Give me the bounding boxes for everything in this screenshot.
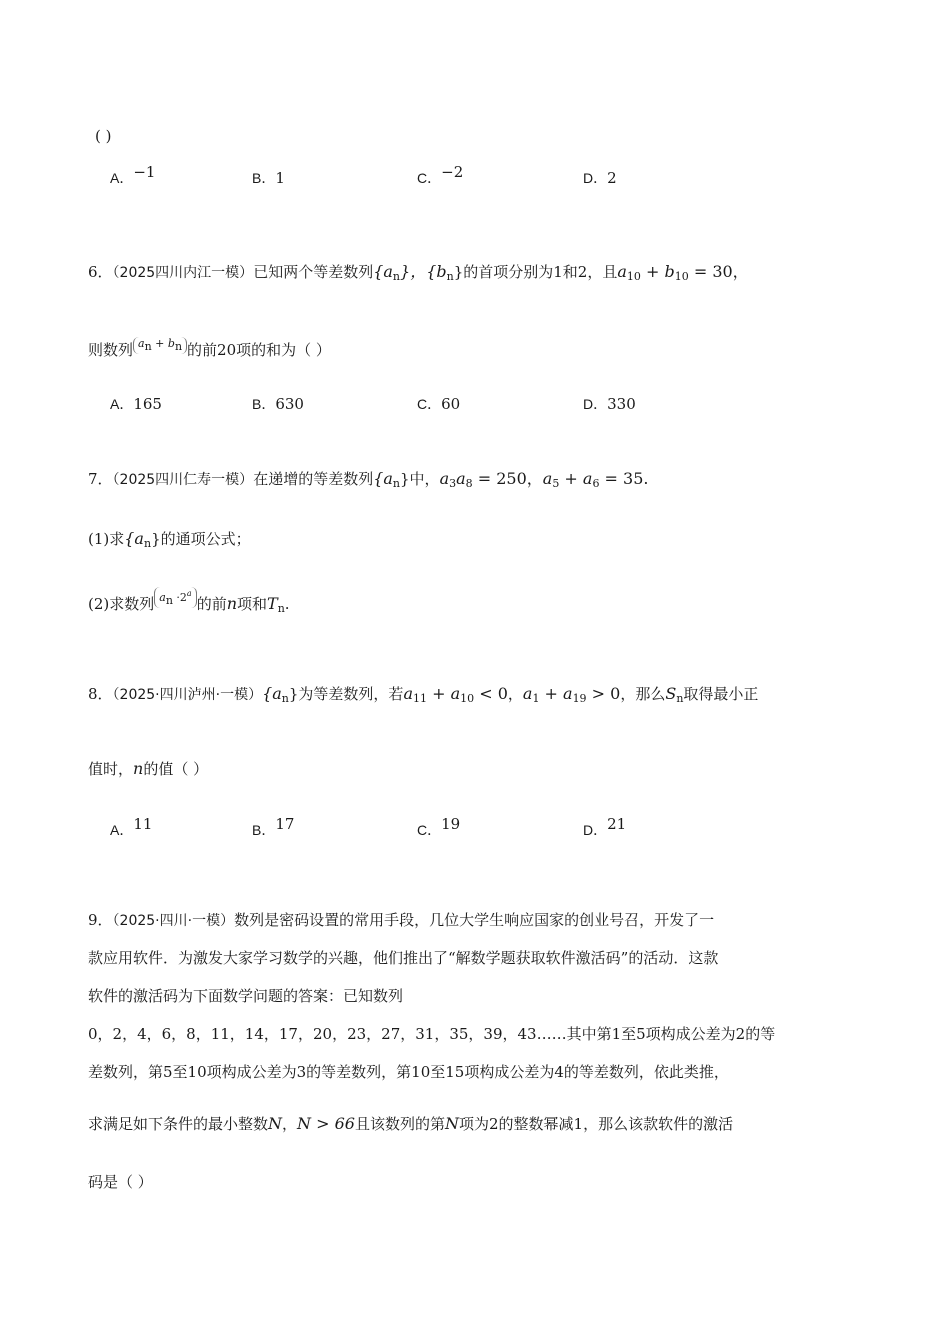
question-number: 6． <box>88 263 113 281</box>
q7-stem <box>88 469 648 494</box>
question-source: （2025·四川泸州·一模） <box>112 687 263 703</box>
stem-text: }中， <box>400 470 440 488</box>
stem-text: 值时， <box>88 760 134 778</box>
stem-text: 的前20项的和为（ ） <box>187 341 331 359</box>
option-label: C． <box>417 170 442 186</box>
stem-text: 在递增的等差数列 <box>253 470 374 488</box>
q9-stem-line1 <box>88 910 714 931</box>
option-label: B． <box>252 822 276 838</box>
q7-part2: (2)求数列 $a_n \cdot 2^a$的前n项和$T_n$. <box>88 589 290 615</box>
q6-stem-line2 <box>88 337 331 362</box>
math-S: $S_n$ <box>665 684 684 705</box>
option-value: 330 <box>607 395 636 413</box>
q8-option-d <box>583 815 627 840</box>
q7-part1 <box>88 529 251 554</box>
option-label: A． <box>110 170 134 186</box>
option-label: C． <box>417 822 442 838</box>
option-value: 21 <box>607 815 627 833</box>
q8-option-b <box>252 815 295 840</box>
q8-stem-line1: 8．（2025·四川泸州·一模）$\{a_n\}$为等差数列，若$a_{11} + a_{10} < 0$，$a_1 + a_{19} > 0$，那么$S_n$取得最小正 <box>88 684 759 705</box>
q5-option-b <box>252 168 285 188</box>
math-T: $T_n$ <box>267 594 285 615</box>
stem-text: (2)求数列 <box>88 595 155 613</box>
math-n: n <box>226 594 238 613</box>
q5-option-a <box>110 163 156 188</box>
q9-stem-line5: 差数列，第5至10项构成公差为3的等差数列，第10至15项构成公差为4的等差数列，依此类推， <box>88 1063 729 1081</box>
q5-options <box>110 163 830 190</box>
stem-text: 求满足如下条件的最小整数 <box>88 1115 269 1133</box>
option-label: D． <box>583 170 608 186</box>
question-source: （2025·四川·一模） <box>112 913 235 929</box>
q9-stem-line6: 求满足如下条件的最小整数N，N > 66且该数列的第N项为2的整数幂减1，那么该款软件的激活 <box>88 1114 734 1133</box>
option-label: D． <box>583 822 608 838</box>
q6-option-a <box>110 394 162 414</box>
math-condition-1: $a_3a_8 = 250$， <box>439 469 543 490</box>
q8-options <box>110 815 830 842</box>
math-seq-a: $\{a_n\}$，{$b_n$ <box>373 262 454 283</box>
stem-text: }的首项分别为1和2，且 <box>453 263 618 281</box>
stem-text: 项为2的整数幂减1，那么该款软件的激活 <box>458 1115 734 1133</box>
q5-option-c <box>417 163 464 188</box>
stem-text: 项和 <box>237 595 268 613</box>
math-seq: {$a_n$ <box>124 529 152 550</box>
q8-stem-line2 <box>88 759 208 779</box>
option-label: B． <box>252 170 276 186</box>
q5-paren: ( ) <box>95 127 112 145</box>
stem-text: 的值（ ） <box>143 760 209 778</box>
q6-option-d <box>583 394 636 414</box>
stem-text: 的前 <box>196 595 227 613</box>
stem-text: 已知两个等差数列 <box>253 263 374 281</box>
stem-text: 取得最小正 <box>683 685 759 703</box>
question-source: （2025四川仁寿一模） <box>112 472 254 488</box>
option-value: 165 <box>133 395 162 413</box>
q9-stem-line2: 款应用软件．为激发大家学习数学的兴趣，他们推出了“解数学题获取软件激活码”的活动．这款 <box>88 949 719 967</box>
math-condition: $a_{10} + b_{10} = 30$， <box>617 262 749 283</box>
q6-option-c <box>417 394 460 414</box>
option-value: −1 <box>133 163 156 181</box>
math-seq: {$a_n$ <box>262 684 289 705</box>
math-condition: N > 66 <box>297 1114 355 1133</box>
q6-stem-line1 <box>88 262 749 287</box>
q8-option-a <box>110 815 153 840</box>
q5-option-d <box>583 168 617 188</box>
q8-option-c <box>417 815 461 840</box>
stem-text: 数列是密码设置的常用手段，几位大学生响应国家的创业号召，开发了一 <box>234 911 715 929</box>
stem-text: 则数列 <box>88 341 134 359</box>
stem-text: }的通项公式； <box>151 530 251 548</box>
math-N: N <box>444 1114 459 1133</box>
option-value: 19 <box>441 815 461 833</box>
q9-stem-line7: 码是（ ） <box>88 1173 153 1191</box>
stem-text: (1)求 <box>88 530 125 548</box>
math-seq-sum-box: $a_n + b_n$ <box>133 337 187 354</box>
stem-text: ，那么 <box>620 685 666 703</box>
option-value: 11 <box>133 815 153 833</box>
q9-stem-line4: 0，2，4，6，8，11，14，17，20，23，27，31，35，39，43……其中第1至5项构成公差为2的等 <box>88 1025 776 1043</box>
q9-stem-line3: 软件的激活码为下面数学问题的答案：已知数列 <box>88 987 404 1005</box>
option-label: D． <box>583 396 608 412</box>
option-label: A． <box>110 822 134 838</box>
q6-options <box>110 394 830 416</box>
stem-text: }为等差数列，若 <box>288 685 404 703</box>
math-condition-2: $a_5 + a_6 = 35$. <box>542 469 649 490</box>
option-label: C． <box>417 396 442 412</box>
option-value: 1 <box>275 169 285 187</box>
option-value: 17 <box>275 815 295 833</box>
option-value: 2 <box>607 169 617 187</box>
math-condition-1: $a_{11} + a_{10} < 0$ <box>403 684 508 705</box>
stem-text: 且该数列的第 <box>354 1115 445 1133</box>
question-number: 9． <box>88 911 113 929</box>
option-value: −2 <box>441 163 464 181</box>
q6-option-b <box>252 394 304 414</box>
math-seq-product-box: $a_n \cdot 2^a$ <box>154 587 196 608</box>
math-n: n <box>133 759 144 778</box>
question-number: 8． <box>88 685 113 703</box>
question-number: 7． <box>88 470 113 488</box>
math-seq: {$a_n$ <box>373 469 401 490</box>
option-label: A． <box>110 396 134 412</box>
option-value: 630 <box>275 395 304 413</box>
option-value: 60 <box>441 395 461 413</box>
option-label: B． <box>252 396 276 412</box>
math-condition-2: $a_1 + a_{19} > 0$ <box>522 684 621 705</box>
question-source: （2025四川内江一模） <box>112 265 254 281</box>
math-N: N <box>268 1114 283 1133</box>
